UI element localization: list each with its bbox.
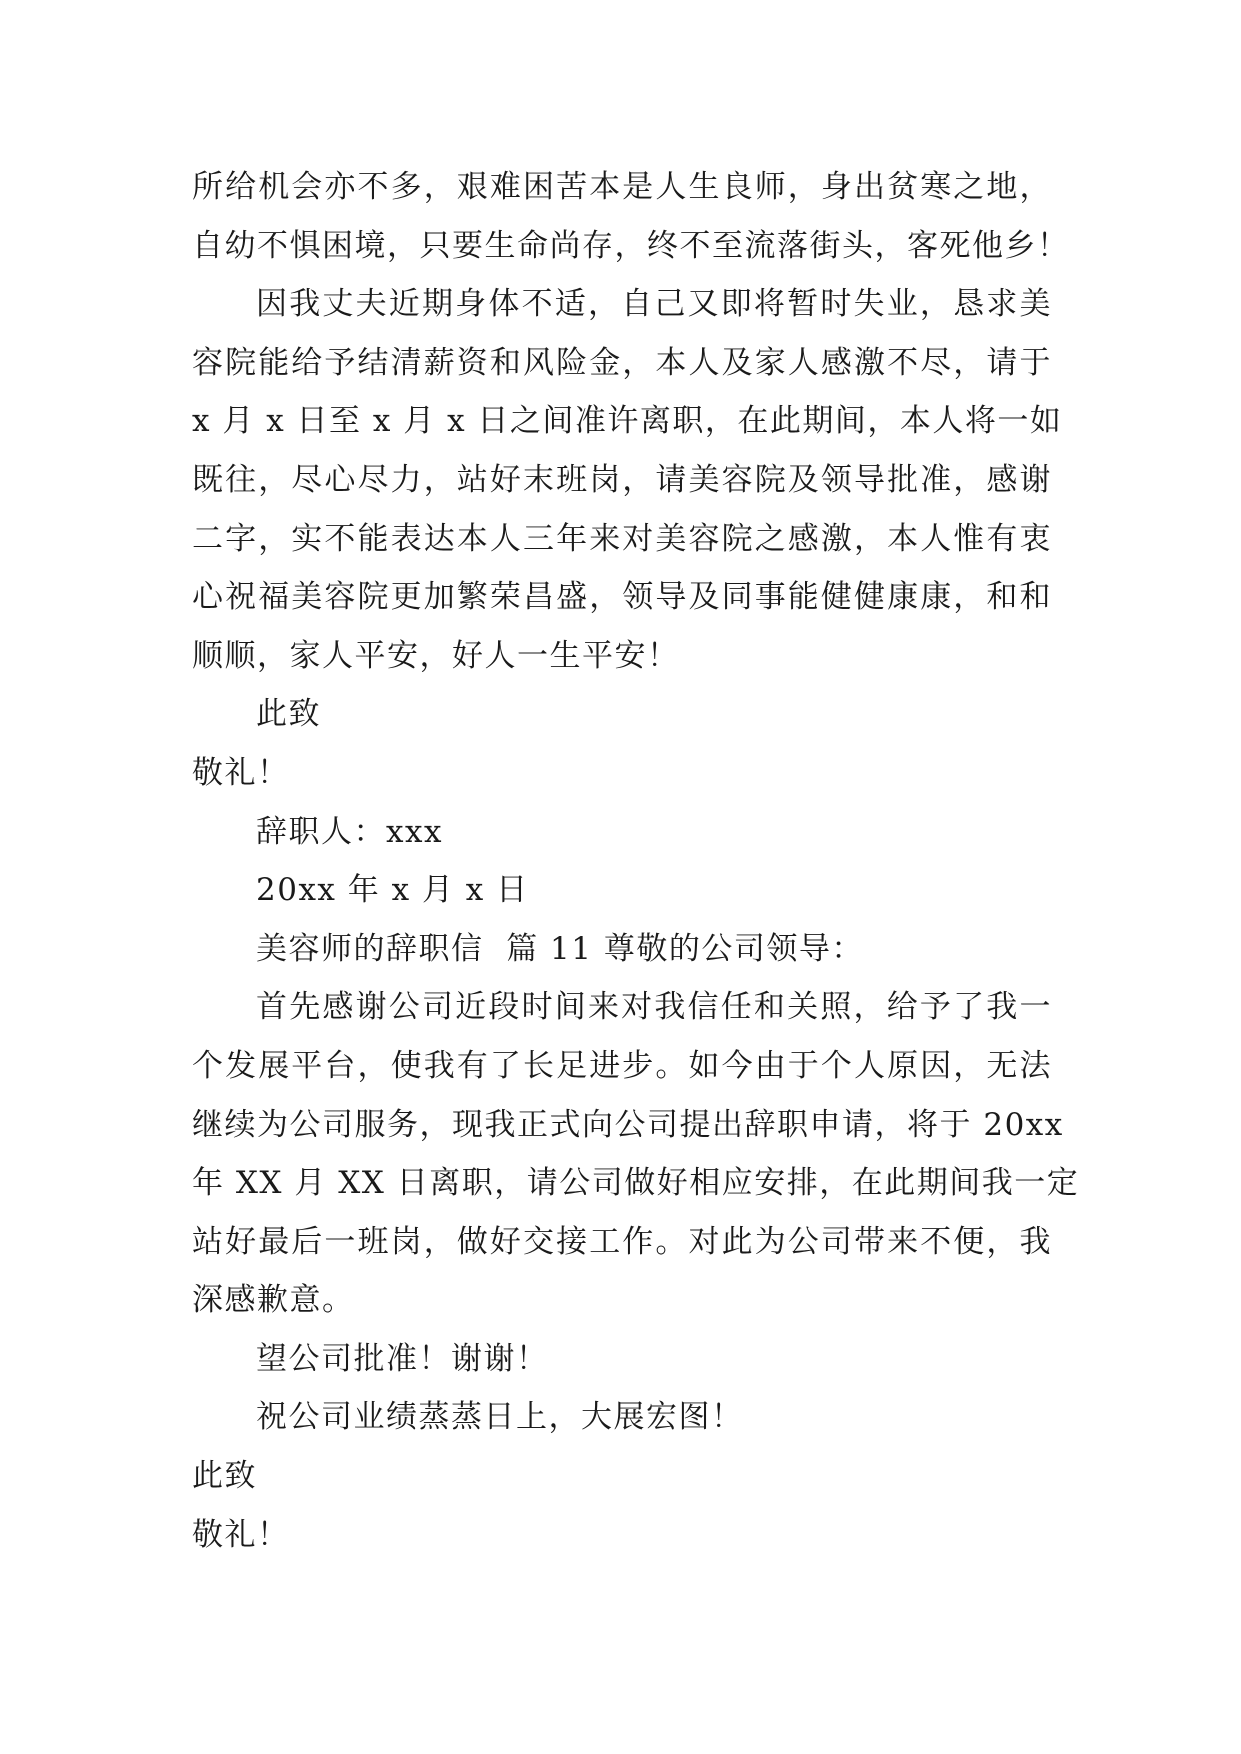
text-line: 所给机会亦不多，艰难困苦本是人生良师，身出贫寒之地，: [192, 169, 1052, 205]
text-line: 顺顺，家人平安，好人一生平安！: [192, 637, 680, 674]
text-line: 二字，实不能表达本人三年来对美容院之感激，本人惟有衷: [192, 520, 1052, 557]
text-line: 祝公司业绩蒸蒸日上，大展宏图！: [256, 1399, 744, 1436]
text-line: 此致: [192, 1458, 257, 1495]
text-line: 此致: [256, 696, 321, 733]
text-line: 心祝福美容院更加繁荣昌盛，领导及同事能健健康康，和和: [192, 579, 1052, 616]
text-line: 容院能给予结清薪资和风险金，本人及家人感激不尽，请于: [192, 344, 1052, 381]
text-line: 美容师的辞职信 篇 11 尊敬的公司领导：: [256, 930, 864, 967]
text-line: 深感歉意。: [192, 1282, 355, 1319]
document-body: [192, 158, 1080, 1564]
text-line: 个发展平台，使我有了长足进步。如今由于个人原因，无法: [192, 1047, 1052, 1084]
text-line: 既往，尽心尽力，站好末班岗，请美容院及领导批准，感谢: [192, 461, 1052, 498]
text-line: 望公司批准！谢谢！: [256, 1340, 549, 1377]
text-line: x 月 x 日至 x 月 x 日之间准许离职，在此期间，本人将一如: [192, 403, 1063, 440]
text-line: 敬礼！: [192, 1516, 290, 1553]
text-line: 年 XX 月 XX 日离职，请公司做好相应安排，在此期间我一定: [192, 1165, 1080, 1202]
text-line: 自幼不惧困境，只要生命尚存，终不至流落街头，客死他乡！: [192, 227, 1070, 264]
text-line: 辞职人：xxx: [256, 813, 443, 850]
text-line: 站好最后一班岗，做好交接工作。对此为公司带来不便，我: [192, 1223, 1052, 1260]
text-line: 20xx 年 x 月 x 日: [256, 872, 529, 909]
text-line: 因我丈夫近期身体不适，自己又即将暂时失业，恳求美: [256, 286, 1052, 323]
text-line: 敬礼！: [192, 754, 290, 791]
text-line: 继续为公司服务，现我正式向公司提出辞职申请，将于 20xx: [192, 1106, 1064, 1143]
text-line: 首先感谢公司近段时间来对我信任和关照，给予了我一: [256, 989, 1052, 1026]
